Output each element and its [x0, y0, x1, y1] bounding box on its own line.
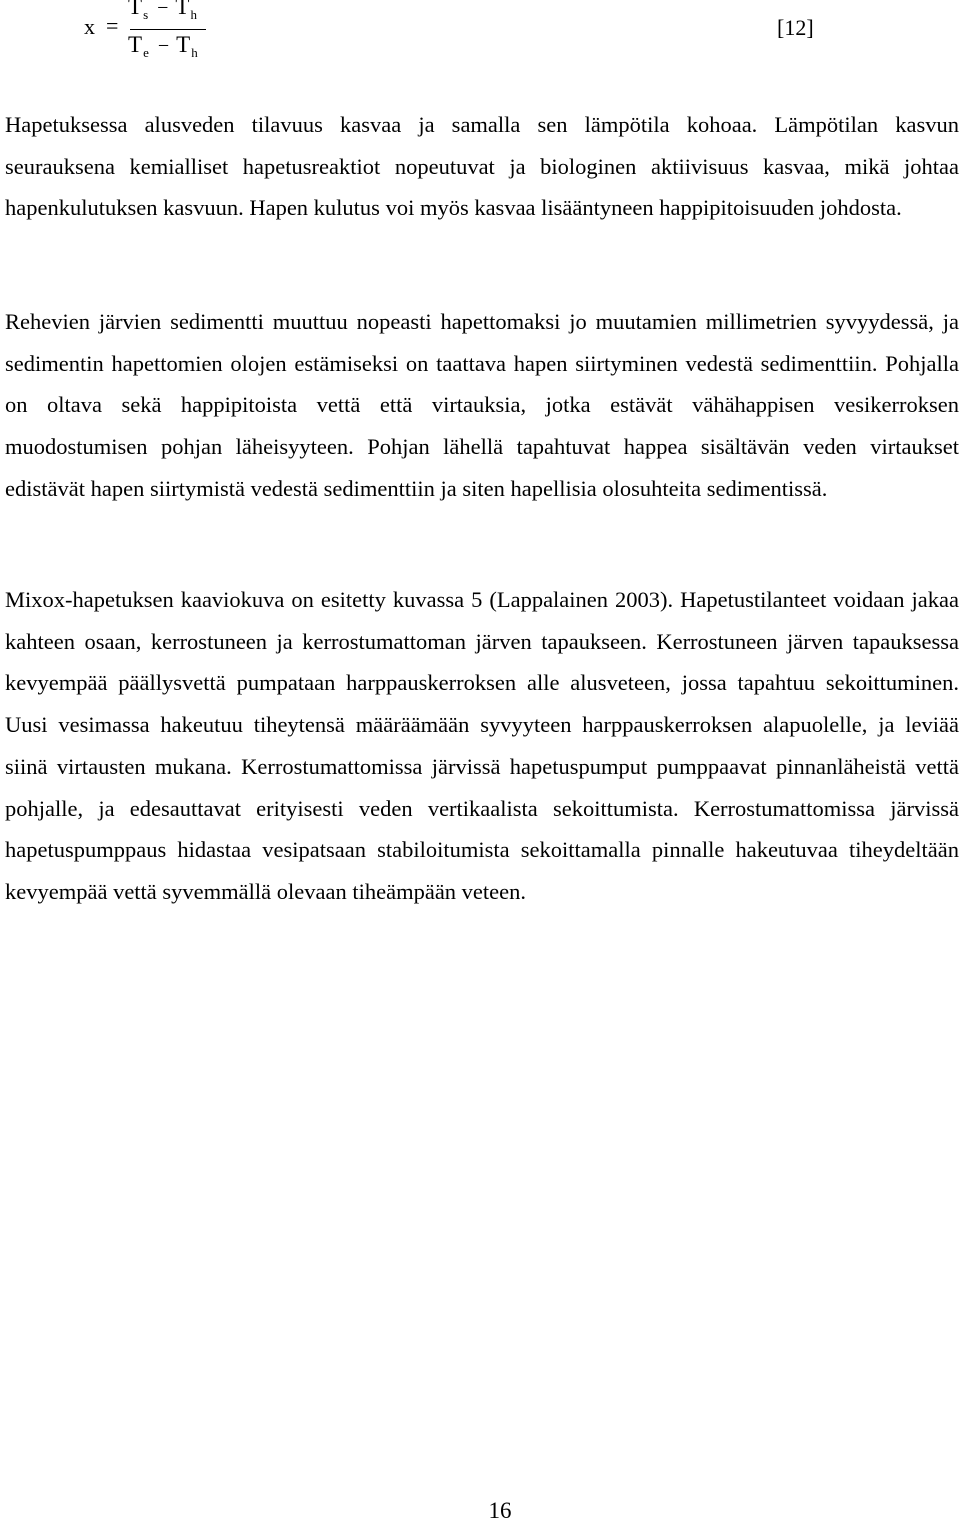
numerator-symbol-2: T [175, 0, 190, 19]
denominator-subscript-2: h [191, 45, 198, 60]
denominator-symbol-1: T [128, 32, 143, 57]
equation-numerator [128, 0, 197, 20]
denominator-minus: − [157, 35, 170, 57]
equation-number: [12] [777, 15, 814, 40]
paragraph-sedimentti: Rehevien järvien sedimentti muuttuu nopeasti hapettomaksi jo muutamien millimetrien syvyydessä, ja sedimentin hapettomien olojen estämiseksi on taattava hapen siirtyminen vedestä sedimenttiin. Pohjalla on oltava sekä happipitoista vettä että virtauksia, jotka estävät vähähappisen vesikerroksen muodostumisen pohjan läheisyyteen. Pohjan lähellä tapahtuvat happea sisältävän veden virtaukset edistävät hapen siirtymistä vedestä sedimenttiin ja siten hapellisia olosuhteita sedimentissä. [5, 309, 959, 501]
denominator-subscript-1: e [143, 45, 149, 60]
numerator-subscript-2: h [190, 7, 197, 22]
fraction-line [130, 29, 206, 30]
paragraph-hapetus-lampotila: Hapetuksessa alusveden tilavuus kasvaa ja samalla sen lämpötila kohoaa. Lämpötilan kasvun seurauksena kemialliset hapetusreaktiot nopeutuvat ja biologinen aktiivisuus kasvaa, mikä johtaa hapenkulutuksen kasvuun. Hapen kulutus voi myös kasvaa lisääntyneen happipitoisuuden johdosta. [5, 112, 959, 221]
denominator-symbol-2: T [176, 32, 191, 57]
paragraph-mixox-hapetus: Mixox-hapetuksen kaaviokuva on esitetty kuvassa 5 (Lappalainen 2003). Hapetustilanteet voidaan jakaa kahteen osaan, kerrostuneen ja kerrostumattoman järven tapaukseen. Kerrostuneen järven tapauksessa kevyempää päällysvettä pumpataan harppauskerroksen alle alusveteen, jossa tapahtuu sekoittuminen. Uusi vesimassa hakeutuu tiheytensä määräämään syvyyteen harppauskerroksen alapuolelle, ja leviää siinä virtausten mukana. Kerrostumattomissa järvissä hapetuspumput pumppaavat pinnanläheistä vettä pohjalle, ja edesauttavat erityisesti veden vertikaalista sekoittumista. Kerrostumattomissa järvissä hapetuspumppaus hidastaa vesipatsaan stabiloitumista sekoittamalla pinnalle hakeutuvaa tiheydeltään kevyempää vettä syvemmällä olevaan tiheämpään veteen. [5, 587, 959, 904]
equation [84, 0, 244, 70]
numerator-minus: − [157, 0, 169, 19]
numerator-subscript-1: s [143, 7, 149, 22]
equation-lhs: x [84, 14, 95, 39]
numerator-symbol-1: T [128, 0, 143, 19]
page-number: 16 [488, 1498, 512, 1523]
equation-equals-sign: = [106, 13, 119, 38]
equation-denominator [128, 32, 198, 58]
